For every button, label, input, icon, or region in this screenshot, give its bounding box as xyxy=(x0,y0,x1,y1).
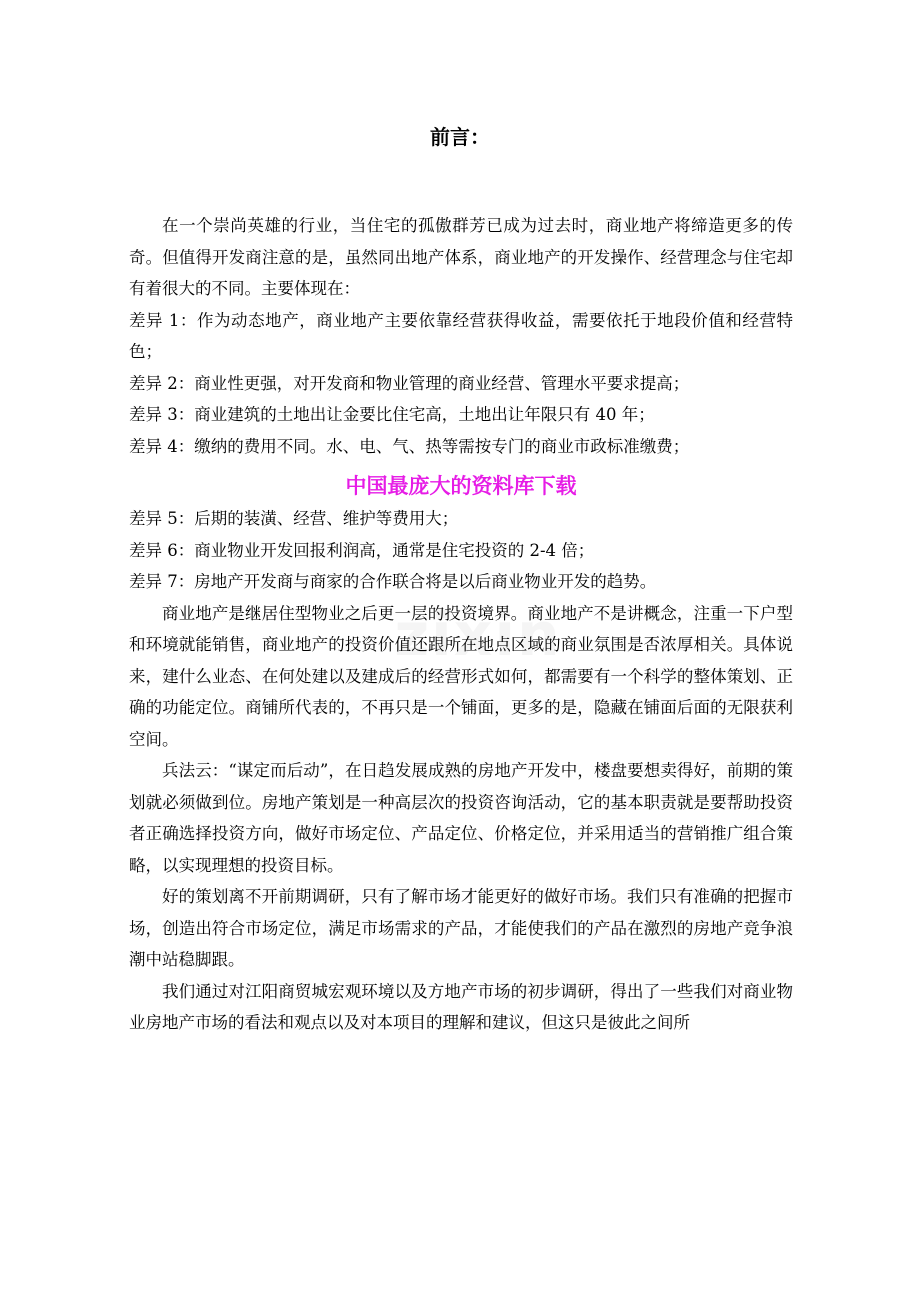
difference-item-5: 差异 5：后期的装潢、经营、维护等费用大； xyxy=(129,509,459,528)
commercial-realestate-paragraph: 商业地产是继居住型物业之后更一层的投资境界。商业地产不是讲概念，注重一下户型和环境就能销售，商业地产的投资价值还跟所在地点区域的商业氛围是否浓厚相关。具体说来，建什么业态、在何处建以及建成后的经营形式如何，都需要有一个科学的整体策划、正确的功能定位。商铺所代表的，不再只是一个铺面，更多的是，隐藏在铺面后面的无限获利空间。 xyxy=(129,603,793,749)
difference-item-2: 差异 2：商业性更强，对开发商和物业管理的商业经营、管理水平要求提高； xyxy=(129,373,690,393)
watermark: zixin xyxy=(394,600,562,670)
strategy-paragraph: 兵法云：“谋定而后动”，在日趋发展成熟的房地产开发中，楼盘要想卖得好，前期的策划就必须做到位。房地产策划是一种高层次的投资咨询活动，它的基本职责就是要帮助投资者正确选择投资方向，做好市场定位、产品定位、价格定位，并采用适当的营销推广组合策略，以实现理想的投资目标。 xyxy=(129,761,793,875)
difference-item-3: 差异 3：商业建筑的土地出让金要比住宅高，土地出让年限只有 40 年； xyxy=(129,405,655,424)
project-paragraph: 我们通过对江阳商贸城宏观环境以及方地产市场的初步调研，得出了一些我们对商业物业房地产市场的看法和观点以及对本项目的理解和建议，但这只是彼此之间所 xyxy=(129,981,793,1032)
download-banner-link[interactable]: 中国最庞大的资料库下载 xyxy=(345,474,577,498)
difference-item-7: 差异 7：房地产开发商与商家的合作联合将是以后商业物业开发的趋势。 xyxy=(129,572,657,591)
document-body xyxy=(129,210,793,1039)
difference-item-1: 差异 1：作为动态地产，商业地产主要依靠经营获得收益，需要依托于地段价值和经营特色； xyxy=(129,310,793,361)
difference-item-6: 差异 6：商业物业开发回报利润高，通常是住宅投资的 2-4 倍； xyxy=(129,540,595,560)
difference-item-4: 差异 4：缴纳的费用不同。水、电、气、热等需按专门的商业市政标准缴费； xyxy=(129,436,690,456)
research-paragraph: 好的策划离不开前期调研，只有了解市场才能更好的做好市场。我们只有准确的把握市场，创造出符合市场定位，满足市场需求的产品，才能使我们的产品在激烈的房地产竞争浪潮中站稳脚跟。 xyxy=(129,887,793,969)
page-title: 前言： xyxy=(430,125,490,149)
intro-paragraph: 在一个崇尚英雄的行业，当住宅的孤傲群芳已成为过去时，商业地产将缔造更多的传奇。但值得开发商注意的是，虽然同出地产体系，商业地产的开发操作、经营理念与住宅却有着很大的不同。主要体现在： xyxy=(129,216,793,298)
